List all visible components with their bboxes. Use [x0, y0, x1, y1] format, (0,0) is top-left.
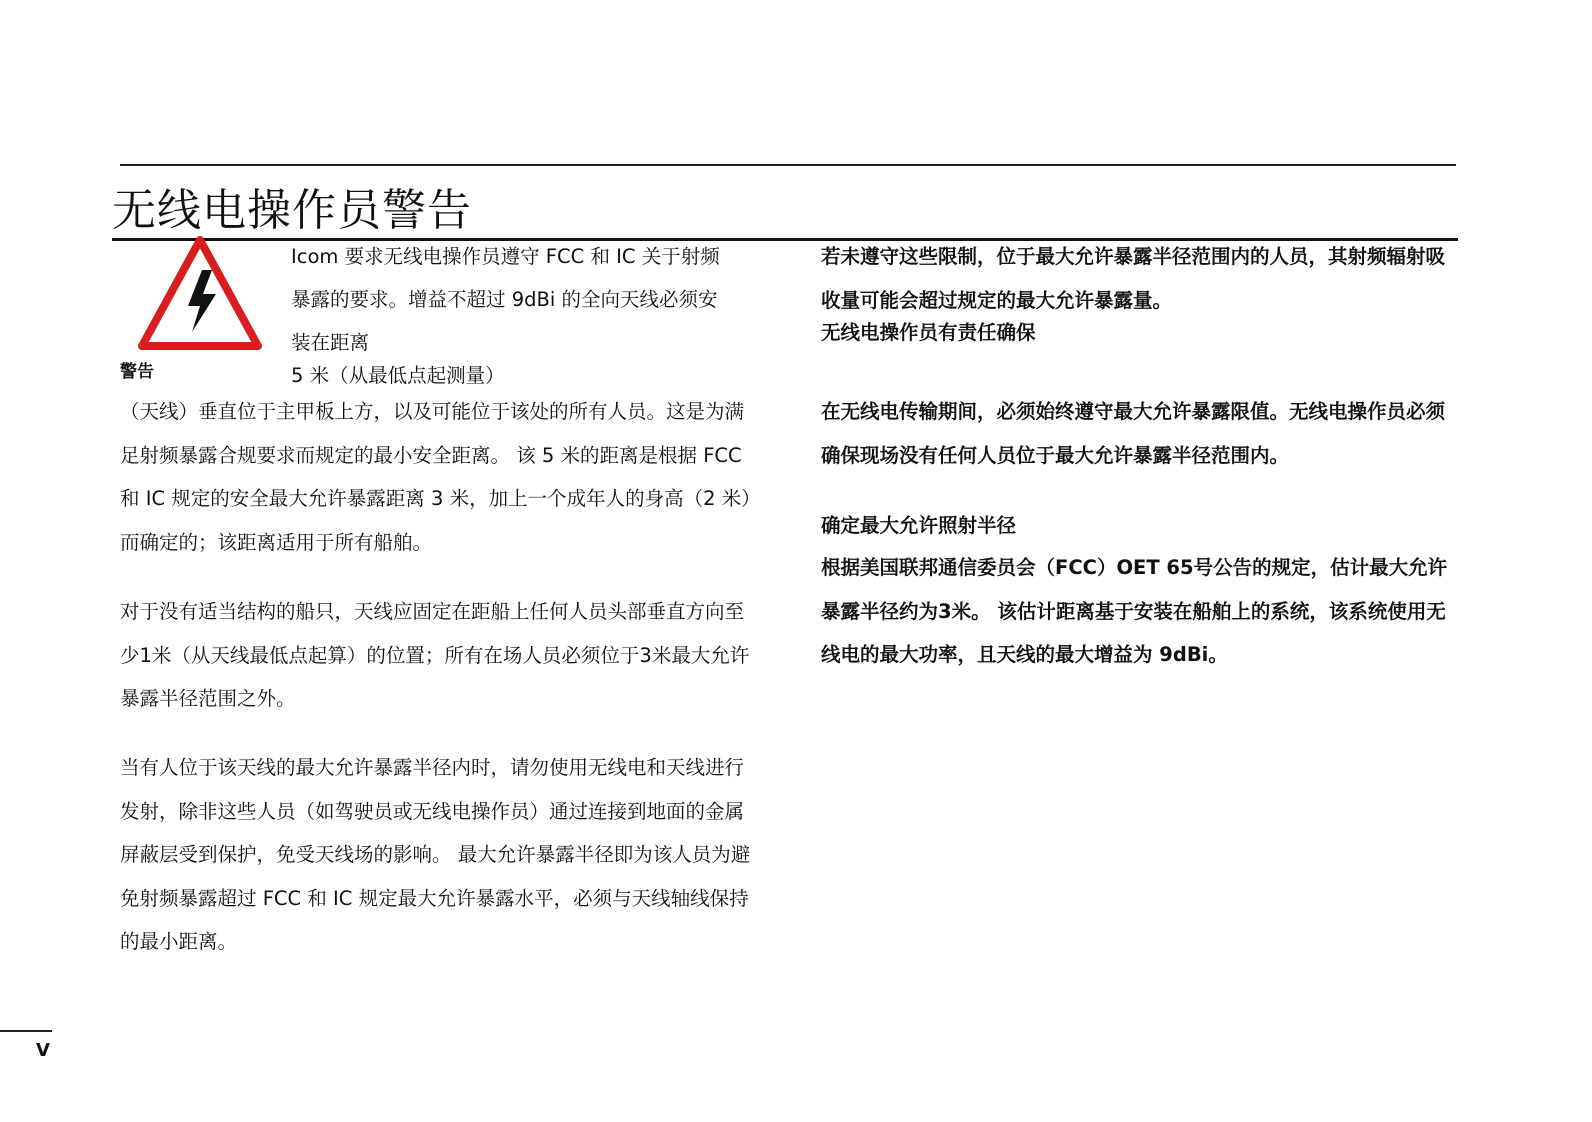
right-paragraph-4: 根据美国联邦通信委员会（FCC）OET 65号公告的规定，估计最大允许暴露半径约为3米。 该估计距离基于安装在船舶上的系统，该系统使用无线电的最大功率，且天线的最大增益为 9dBi。	[821, 556, 1448, 666]
footer-divider	[0, 1030, 52, 1032]
intro-line-1: Icom 要求无线电操作员遵守 FCC 和 IC 关于射频	[291, 245, 720, 268]
right-paragraph-2: 无线电操作员有责任确保	[821, 321, 1036, 344]
intro-line-4: 5 米（从最低点起测量）	[291, 364, 505, 387]
high-voltage-warning-icon	[136, 234, 264, 352]
warning-label: 警告	[120, 362, 154, 382]
top-divider	[120, 164, 1456, 166]
right-paragraph-3: 在无线电传输期间，必须始终遵守最大允许暴露限值。无线电操作员必须确保现场没有任何人员位于最大允许暴露半径范围内。	[821, 400, 1446, 467]
page-title: 无线电操作员警告	[112, 185, 472, 236]
intro-line-2: 暴露的要求。增益不超过 9dBi 的全向天线必须安	[291, 288, 718, 311]
left-paragraph-3: 当有人位于该天线的最大允许暴露半径内时，请勿使用无线电和天线进行发射，除非这些人员（如驾驶员或无线电操作员）通过连接到地面的金属屏蔽层受到保护，免受天线场的影响。 最大允许暴露半径即为该人员为避免射频暴露超过 FCC 和 IC 规定最大允许暴露水平，必须与天线轴线保持的最小距离。	[120, 756, 751, 953]
right-paragraph-1: 若未遵守这些限制，位于最大允许暴露半径范围内的人员，其射频辐射吸收量可能会超过规定的最大允许暴露量。	[821, 245, 1446, 312]
page-number: V	[36, 1040, 50, 1061]
left-paragraph-2: 对于没有适当结构的船只，天线应固定在距船上任何人员头部垂直方向至少1米（从天线最低点起算）的位置；所有在场人员必须位于3米最大允许暴露半径范围之外。	[120, 600, 750, 710]
intro-line-3: 装在距离	[291, 331, 370, 354]
left-paragraph-1: （天线）垂直位于主甲板上方，以及可能位于该处的所有人员。这是为满足射频暴露合规要求而规定的最小安全距离。 该 5 米的距离是根据 FCC 和 IC 规定的安全最大允许暴露距离 3 米，加上一个成年人的身高（2 米）而确定的；该距离适用于所有船舶。	[120, 400, 751, 554]
right-section-heading: 确定最大允许照射半径	[821, 514, 1017, 537]
